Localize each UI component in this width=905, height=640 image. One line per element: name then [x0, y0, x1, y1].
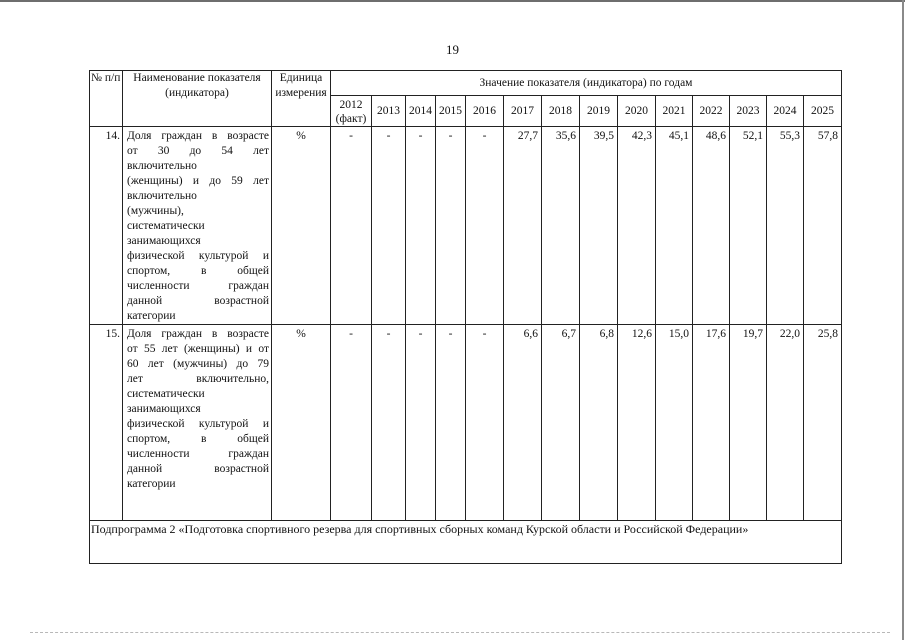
- year-label: 2024: [773, 104, 797, 117]
- year-header-2017: [504, 96, 542, 127]
- year-label: 2013: [377, 104, 400, 117]
- page-number: 19: [446, 42, 459, 57]
- year-label: 2017: [511, 104, 534, 117]
- value-2025: 25,8: [804, 325, 842, 521]
- value-2013: -: [372, 127, 406, 325]
- value-2025: 57,8: [804, 127, 842, 325]
- year-header-2023: [730, 96, 767, 127]
- indicator-name: [123, 325, 272, 521]
- year-header-2021: [656, 96, 693, 127]
- header-num: № п/п: [90, 71, 123, 127]
- year-header-2018: [542, 96, 580, 127]
- year-header-2014: [406, 96, 436, 127]
- value-2018: 35,6: [542, 127, 580, 325]
- indicator-name-line: от 30 до 54 лет: [127, 145, 269, 157]
- year-header-2013: [372, 96, 406, 127]
- year-header-2016: [466, 96, 504, 127]
- header-unit: [272, 71, 331, 127]
- year-header-2015: [436, 96, 466, 127]
- indicator-name: [123, 127, 272, 325]
- indicator-name-line: занимающихся: [127, 235, 201, 247]
- indicators-table: [89, 70, 842, 564]
- year-label: 2025: [811, 104, 834, 117]
- indicator-name-line: (женщины) и до 59 лет: [127, 175, 269, 187]
- indicator-name-line: лет включительно,: [127, 373, 269, 385]
- unit-cell: %: [272, 325, 331, 521]
- value-2021: 45,1: [656, 127, 693, 325]
- year-header-2019: [580, 96, 618, 127]
- value-2020: 12,6: [618, 325, 656, 521]
- value-2014: -: [406, 325, 436, 521]
- year-header-2020: [618, 96, 656, 127]
- year-header-2025: [804, 96, 842, 127]
- year-header-2012: [331, 96, 372, 127]
- value-2022: 17,6: [693, 325, 730, 521]
- value-2012: -: [331, 325, 372, 521]
- value-2012: -: [331, 127, 372, 325]
- value-2015: -: [436, 127, 466, 325]
- header-values-group: Значение показателя (индикатора) по годам: [331, 71, 842, 96]
- indicator-name-line: систематически: [127, 220, 205, 232]
- row-number: 14.: [90, 127, 123, 325]
- indicator-name-line: Доля граждан в возрасте: [127, 130, 269, 142]
- indicator-name-line: 60 лет (мужчины) до 79: [127, 358, 269, 370]
- year-label: 2021: [662, 104, 686, 117]
- table-row: [90, 127, 842, 325]
- year-label: 2023: [736, 104, 760, 117]
- value-2023: 52,1: [730, 127, 767, 325]
- value-2018: 6,7: [542, 325, 580, 521]
- value-2020: 42,3: [618, 127, 656, 325]
- value-2019: 39,5: [580, 127, 618, 325]
- indicator-name-line: физической культурой и: [127, 250, 269, 262]
- indicator-name-line: численности граждан: [127, 280, 269, 292]
- indicator-name-line: категории: [127, 310, 176, 322]
- indicator-name-line: категории: [127, 478, 176, 490]
- header-unit-line-1: Единица: [279, 72, 323, 84]
- scan-border-bottom: [30, 632, 890, 634]
- year-label: 2022: [699, 104, 723, 117]
- value-2022: 48,6: [693, 127, 730, 325]
- indicator-name-line: Доля граждан в возрасте: [127, 328, 269, 340]
- year-label: 2015: [439, 104, 462, 117]
- header-name: [123, 71, 272, 127]
- year-label: 2016: [473, 104, 496, 117]
- scan-border-right: [902, 0, 904, 640]
- header-unit-line-2: измерения: [275, 87, 327, 99]
- indicator-name-line: от 55 лет (женщины) и от: [127, 343, 269, 355]
- value-2013: -: [372, 325, 406, 521]
- value-2014: -: [406, 127, 436, 325]
- value-2021: 15,0: [656, 325, 693, 521]
- indicator-name-line: занимающихся: [127, 403, 201, 415]
- subprogram-row: [90, 521, 842, 564]
- year-note: (факт): [335, 113, 367, 125]
- table-row: [90, 325, 842, 521]
- row-number: 15.: [90, 325, 123, 521]
- year-label: 2014: [409, 104, 432, 117]
- value-2016: -: [466, 127, 504, 325]
- year-label: 2018: [549, 104, 572, 117]
- value-2023: 19,7: [730, 325, 767, 521]
- indicator-name-line: спортом, в общей: [127, 433, 269, 445]
- value-2017: 27,7: [504, 127, 542, 325]
- year-label: 2020: [625, 104, 648, 117]
- subprogram-title: Подпрограмма 2 «Подготовка спортивного резерва для спортивных сборных команд Курской области и Российской Федерации»: [90, 521, 842, 564]
- header-name-line-2: (индикатора): [165, 87, 229, 99]
- indicator-name-line: спортом, в общей: [127, 265, 269, 277]
- indicator-name-line: данной возрастной: [127, 295, 269, 307]
- year-label: 2019: [587, 104, 610, 117]
- indicator-name-line: включительно: [127, 160, 197, 172]
- value-2019: 6,8: [580, 325, 618, 521]
- indicator-name-line: численности граждан: [127, 448, 269, 460]
- value-2024: 22,0: [767, 325, 804, 521]
- header-name-line-1: Наименование показателя: [133, 72, 261, 84]
- indicator-name-line: включительно: [127, 190, 197, 202]
- year-header-2024: [767, 96, 804, 127]
- value-2015: -: [436, 325, 466, 521]
- indicator-name-line: (мужчины),: [127, 205, 184, 217]
- year-header-2022: [693, 96, 730, 127]
- value-2017: 6,6: [504, 325, 542, 521]
- indicator-name-line: данной возрастной: [127, 463, 269, 475]
- scan-border-top: [0, 0, 905, 2]
- unit-cell: %: [272, 127, 331, 325]
- value-2016: -: [466, 325, 504, 521]
- indicator-name-line: систематически: [127, 388, 205, 400]
- year-label: 2012: [339, 99, 363, 111]
- indicator-name-line: физической культурой и: [127, 418, 269, 430]
- value-2024: 55,3: [767, 127, 804, 325]
